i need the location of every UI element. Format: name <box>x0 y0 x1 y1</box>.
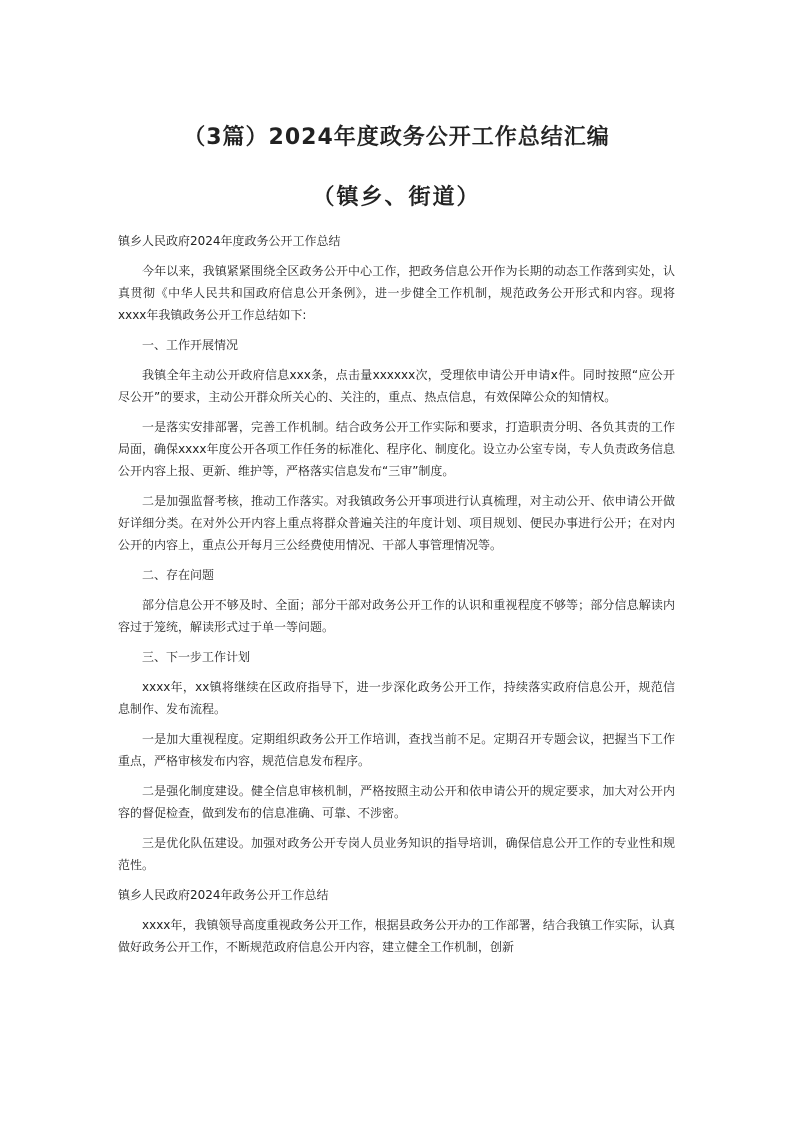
body-paragraph: 部分信息公开不够及时、全面；部分干部对政务公开工作的认识和重视程度不够等；部分信息解读内容过于笼统，解读形式过于单一等问题。 <box>118 598 675 634</box>
body-paragraph: 我镇全年主动公开政府信息xxx条，点击量xxxxxx次，受理依申请公开申请x件。同时按照“应公开尽公开”的要求，主动公开群众所关心的、关注的，重点、热点信息，有效保障公众的知情权。 <box>118 368 675 404</box>
section-heading: 镇乡人民政府2024年度政务公开工作总结 <box>118 234 341 248</box>
section-heading: 镇乡人民政府2024年政务公开工作总结 <box>118 888 329 902</box>
body-paragraph: 二是强化制度建设。健全信息审核机制，严格按照主动公开和依申请公开的规定要求，加大对公开内容的督促检查，做到发布的信息准确、可靠、不涉密。 <box>118 784 675 820</box>
body-paragraph: xxxx年，xx镇将继续在区政府指导下，进一步深化政务公开工作，持续落实政府信息公开，规范信息制作、发布流程。 <box>118 680 675 716</box>
body-paragraph: 二是加强监督考核，推动工作落实。对我镇政务公开事项进行认真梳理，对主动公开、依申请公开做好详细分类。在对外公开内容上重点将群众普遍关注的年度计划、项目规划、便民办事进行公开；在对内公开的内容上，重点公开每月三公经费使用情况、干部人事管理情况等。 <box>118 494 675 552</box>
document-body <box>118 230 675 958</box>
body-paragraph: xxxx年，我镇领导高度重视政务公开工作，根据县政务公开办的工作部署，结合我镇工作实际，认真做好政务公开工作，不断规范政府信息公开内容，建立健全工作机制，创新 <box>118 918 675 954</box>
document-title: （3篇）2024年度政务公开工作总结汇编 <box>183 125 610 150</box>
document-subtitle: （镇乡、街道） <box>312 185 481 210</box>
body-paragraph: 今年以来，我镇紧紧围绕全区政务公开中心工作，把政务信息公开作为长期的动态工作落到实处，认真贯彻《中华人民共和国政府信息公开条例》，进一步健全工作机制，规范政务公开形式和内容。现将xxxx年我镇政务公开工作总结如下: <box>118 264 675 322</box>
body-paragraph: 三是优化队伍建设。加强对政务公开专岗人员业务知识的指导培训，确保信息公开工作的专业性和规范性。 <box>118 836 675 872</box>
body-paragraph: 一是落实安排部署，完善工作机制。结合政务公开工作实际和要求，打造职责分明、各负其责的工作局面，确保xxxx年度公开各项工作任务的标准化、程序化、制度化。设立办公室专岗，专人负责政务信息公开内容上报、更新、维护等，严格落实信息发布“三审”制度。 <box>118 420 675 478</box>
body-paragraph: 一、工作开展情况 <box>142 338 239 352</box>
body-paragraph: 二、存在问题 <box>142 568 215 582</box>
body-paragraph: 三、下一步工作计划 <box>142 650 251 664</box>
body-paragraph: 一是加大重视程度。定期组织政务公开工作培训，查找当前不足。定期召开专题会议，把握当下工作重点，严格审核发布内容，规范信息发布程序。 <box>118 732 675 768</box>
